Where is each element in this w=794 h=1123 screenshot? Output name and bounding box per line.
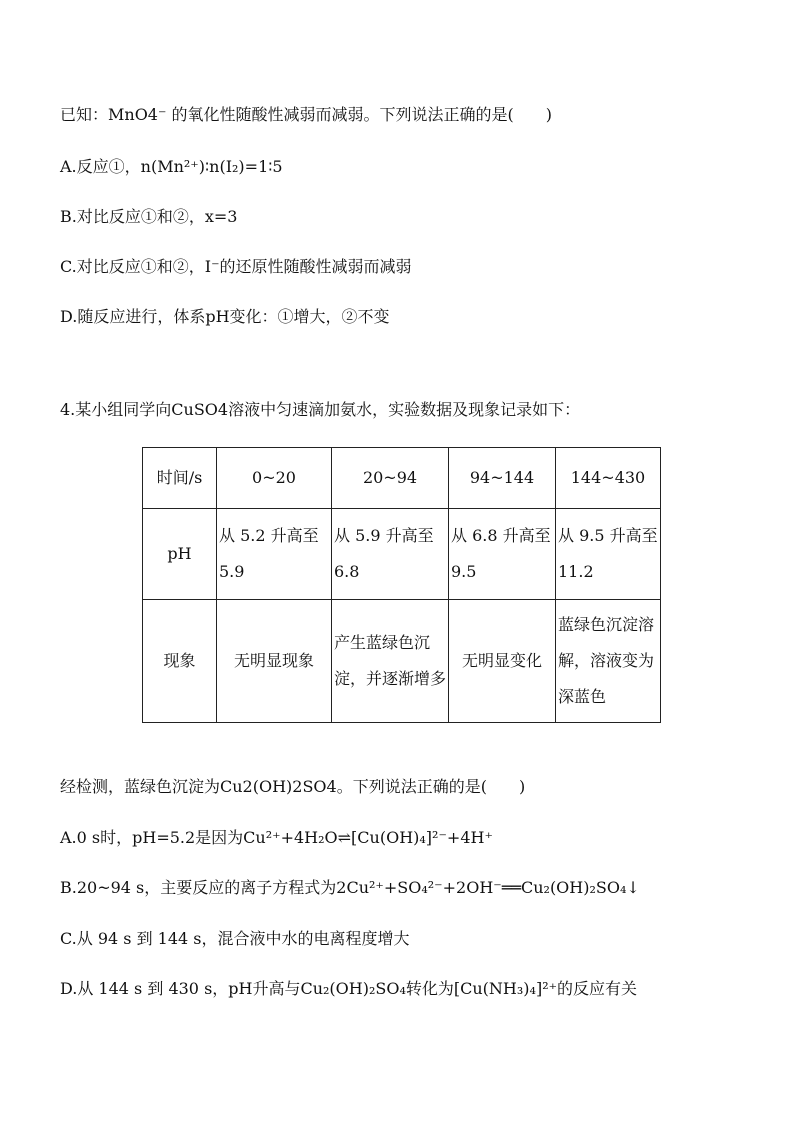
q4-option-a: A.0 s时，pH=5.2是因为Cu²⁺+4H₂O⇌[Cu(OH)₄]²⁻+4H⁺ — [60, 828, 493, 847]
table-header-col4: 144~430 — [556, 448, 661, 509]
table-header-col1: 0~20 — [217, 448, 332, 509]
table-header-col2: 20~94 — [332, 448, 449, 509]
table-cell-phen-3: 无明显变化 — [449, 600, 556, 723]
q3-option-b: B.对比反应①和②，x=3 — [60, 207, 238, 226]
table-header-time: 时间/s — [143, 448, 217, 509]
q3-known: 已知：MnO4⁻ 的氧化性随酸性减弱而减弱。下列说法正确的是( ) — [60, 105, 553, 124]
data-table — [142, 447, 661, 723]
table-cell-phen-4: 蓝绿色沉淀溶解，溶液变为深蓝色 — [556, 600, 661, 723]
table-cell-ph-2: 从 5.9 升高至 6.8 — [332, 509, 449, 600]
table-row-ph — [143, 509, 661, 600]
table-cell-phen-1: 无明显现象 — [217, 600, 332, 723]
table-row-phenomenon — [143, 600, 661, 723]
table-cell-ph-3: 从 6.8 升高至 9.5 — [449, 509, 556, 600]
q4-option-d: D.从 144 s 到 430 s，pH升高与Cu₂(OH)₂SO₄转化为[Cu(NH₃)₄]²⁺的反应有关 — [60, 979, 638, 998]
table-cell-ph-1: 从 5.2 升高至 5.9 — [217, 509, 332, 600]
table-label-ph: pH — [143, 509, 217, 600]
q3-option-a: A.反应①，n(Mn²⁺)∶n(I₂)=1∶5 — [60, 157, 283, 176]
table-cell-phen-2: 产生蓝绿色沉淀，并逐渐增多 — [332, 600, 449, 723]
table-row-header — [143, 448, 661, 509]
q3-option-d: D.随反应进行，体系pH变化：①增大，②不变 — [60, 307, 390, 326]
q4-option-b: B.20~94 s，主要反应的离子方程式为2Cu²⁺+SO₄²⁻+2OH⁻══Cu₂(OH)₂SO₄↓ — [60, 878, 640, 897]
q4-stem: 4.某小组同学向CuSO4溶液中匀速滴加氨水，实验数据及现象记录如下： — [60, 400, 581, 419]
q4-option-c: C.从 94 s 到 144 s，混合液中水的电离程度增大 — [60, 929, 410, 948]
table-label-phenomenon: 现象 — [143, 600, 217, 723]
q4-after-table: 经检测，蓝绿色沉淀为Cu2(OH)2SO4。下列说法正确的是( ) — [60, 777, 526, 796]
table-header-col3: 94~144 — [449, 448, 556, 509]
q3-option-c: C.对比反应①和②，I⁻的还原性随酸性减弱而减弱 — [60, 257, 412, 276]
table-cell-ph-4: 从 9.5 升高至 11.2 — [556, 509, 661, 600]
